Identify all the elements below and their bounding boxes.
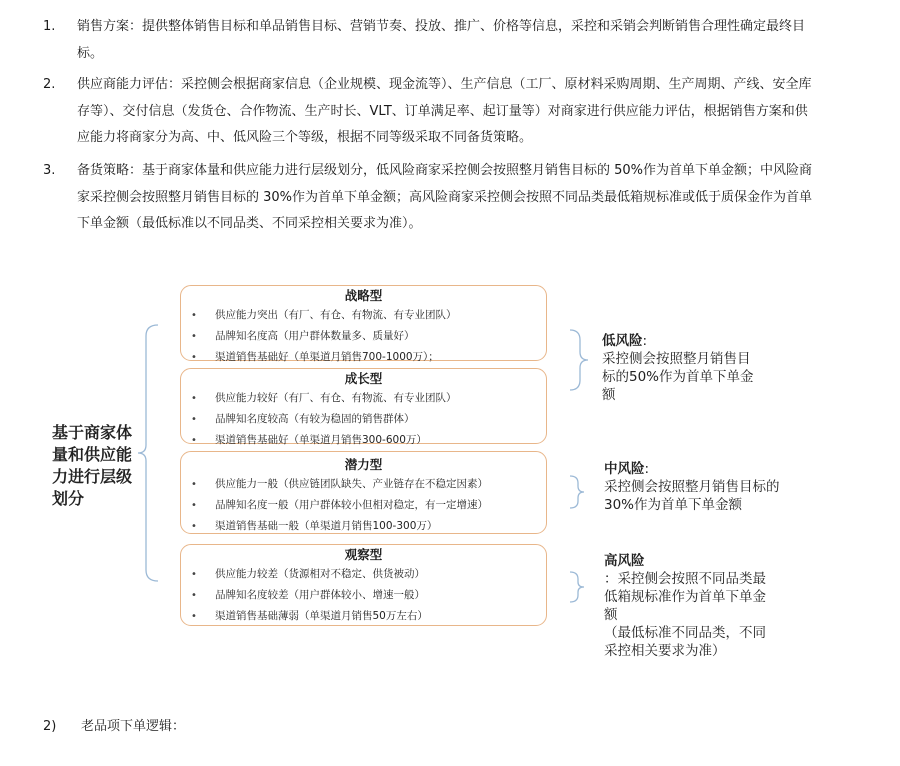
left-brace: [138, 325, 158, 581]
list-text: 备货策略：基于商家体量和供应能力进行层级划分，低风险商家采控侧会按照整月销售目标的 50%作为首单下单金额；中风险商家采控侧会按照整月销售目标的 30%作为首单下单金额；高风险商家采控侧会按照不同品类最低箱规标准或低于质保金作为首单下单金额（最低标准以不同品类、不同采控相关要求为准）。: [77, 163, 813, 231]
bullet-icon: •: [191, 500, 197, 511]
tier-title: 成长型: [344, 371, 383, 386]
list-number: 3.: [43, 163, 56, 178]
tier-bullet: • 品牌知名度较高（有较为稳固的销售群体）: [181, 409, 546, 430]
tier-title: 潜力型: [344, 457, 383, 472]
risk-line: 标的50%作为首单下单金: [602, 369, 754, 385]
bullet-icon: •: [191, 590, 197, 601]
risk-line: 低箱规标准作为首单下单金: [604, 589, 766, 605]
tier-bullet: • 渠道销售基础一般（单渠道月销售100-300万）: [181, 516, 546, 537]
bullet-icon: •: [191, 310, 197, 321]
list-number: 2.: [43, 77, 56, 92]
risk-line: 额: [604, 607, 618, 623]
tier-bullet: • 渠道销售基础好（单渠道月销售300-600万）: [181, 430, 546, 451]
tier-bullet: • 供应能力较好（有厂、有仓、有物流、有专业团队）: [181, 388, 546, 409]
risk-line: （最低标准不同品类，不同: [604, 625, 766, 641]
tier-title: 战略型: [344, 288, 383, 303]
tier-box-growth: [180, 368, 547, 444]
risk-heading: 低风险: [602, 333, 643, 349]
tier-diagram: [0, 270, 900, 690]
section-heading: [43, 716, 185, 738]
tier-bullet: • 供应能力较差（货源相对不稳定、供货被动）: [181, 564, 546, 585]
right-brace-mid: [570, 476, 584, 508]
bullet-icon: •: [191, 331, 197, 342]
tier-bullet: • 品牌知名度较差（用户群体较小、增速一般）: [181, 585, 546, 606]
section-title: 老品项下单逻辑：: [81, 719, 186, 734]
bullet-icon: •: [191, 479, 197, 490]
bullet-icon: •: [191, 435, 197, 446]
list-number: 1.: [43, 19, 56, 34]
risk-high: [604, 552, 766, 660]
tier-box-watch: [180, 544, 547, 626]
risk-line: 采控侧会按照整月销售目标的: [604, 479, 780, 495]
risk-heading: 高风险: [604, 553, 645, 569]
tier-bullet: • 渠道销售基础好（单渠道月销售700-1000万）；: [181, 347, 546, 368]
right-brace-high: [570, 572, 584, 602]
tier-bullet: • 品牌知名度一般（用户群体较小但相对稳定，有一定增速）: [181, 495, 546, 516]
tier-box-potential: [180, 451, 547, 534]
right-brace-low: [570, 330, 588, 390]
tier-title: 观察型: [344, 547, 383, 562]
bullet-icon: •: [191, 352, 197, 363]
risk-line: 采控相关要求为准）: [604, 643, 726, 659]
tier-bullet: • 渠道销售基础薄弱（单渠道月销售50万左右）: [181, 606, 546, 627]
risk-low: 低风险: 采控侧会按照整月销售目 标的50%作为首单下单金 额: [602, 333, 754, 403]
tier-bullet: • 供应能力突出（有厂、有仓、有物流、有专业团队）: [181, 305, 546, 326]
list-text: 供应商能力评估：采控侧会根据商家信息（企业规模、现金流等）、生产信息（工厂、原材料采购周期、生产周期、产线、安全库存等）、交付信息（发货仓、合作物流、生产时长、VLT、订单满足率、起订量等）对商家进行供应能力评估，根据销售方案和供应能力将商家分为高、中、低风险三个等级，根据不同等级采取不同备货策略。: [77, 77, 812, 145]
section-number: 2): [43, 719, 57, 734]
risk-line: 采控侧会按照整月销售目: [602, 351, 751, 367]
list-text: 销售方案：提供整体销售目标和单品销售目标、营销节奏、投放、推广、价格等信息，采控和采销会判断销售合理性确定最终目标。: [77, 19, 806, 61]
risk-line: 30%作为首单下单金额: [604, 497, 743, 513]
bullet-icon: •: [191, 521, 197, 532]
risk-line: ：采控侧会按照不同品类最: [604, 571, 766, 587]
risk-heading: 中风险: [604, 461, 645, 477]
left-label: 基于商家体量和供应能力进行层级划分: [52, 423, 133, 508]
tier-bullet: • 供应能力一般（供应链团队缺失、产业链存在不稳定因素）: [181, 474, 546, 495]
risk-line: 额: [602, 387, 616, 403]
tier-bullet: • 品牌知名度高（用户群体数量多、质量好）: [181, 326, 546, 347]
bullet-icon: •: [191, 414, 197, 425]
bullet-icon: •: [191, 569, 197, 580]
bullet-icon: •: [191, 611, 197, 622]
tier-box-strategic: [180, 285, 547, 361]
risk-mid: 中风险: 采控侧会按照整月销售目标的 30%作为首单下单金额: [604, 461, 780, 513]
bullet-icon: •: [191, 393, 197, 404]
